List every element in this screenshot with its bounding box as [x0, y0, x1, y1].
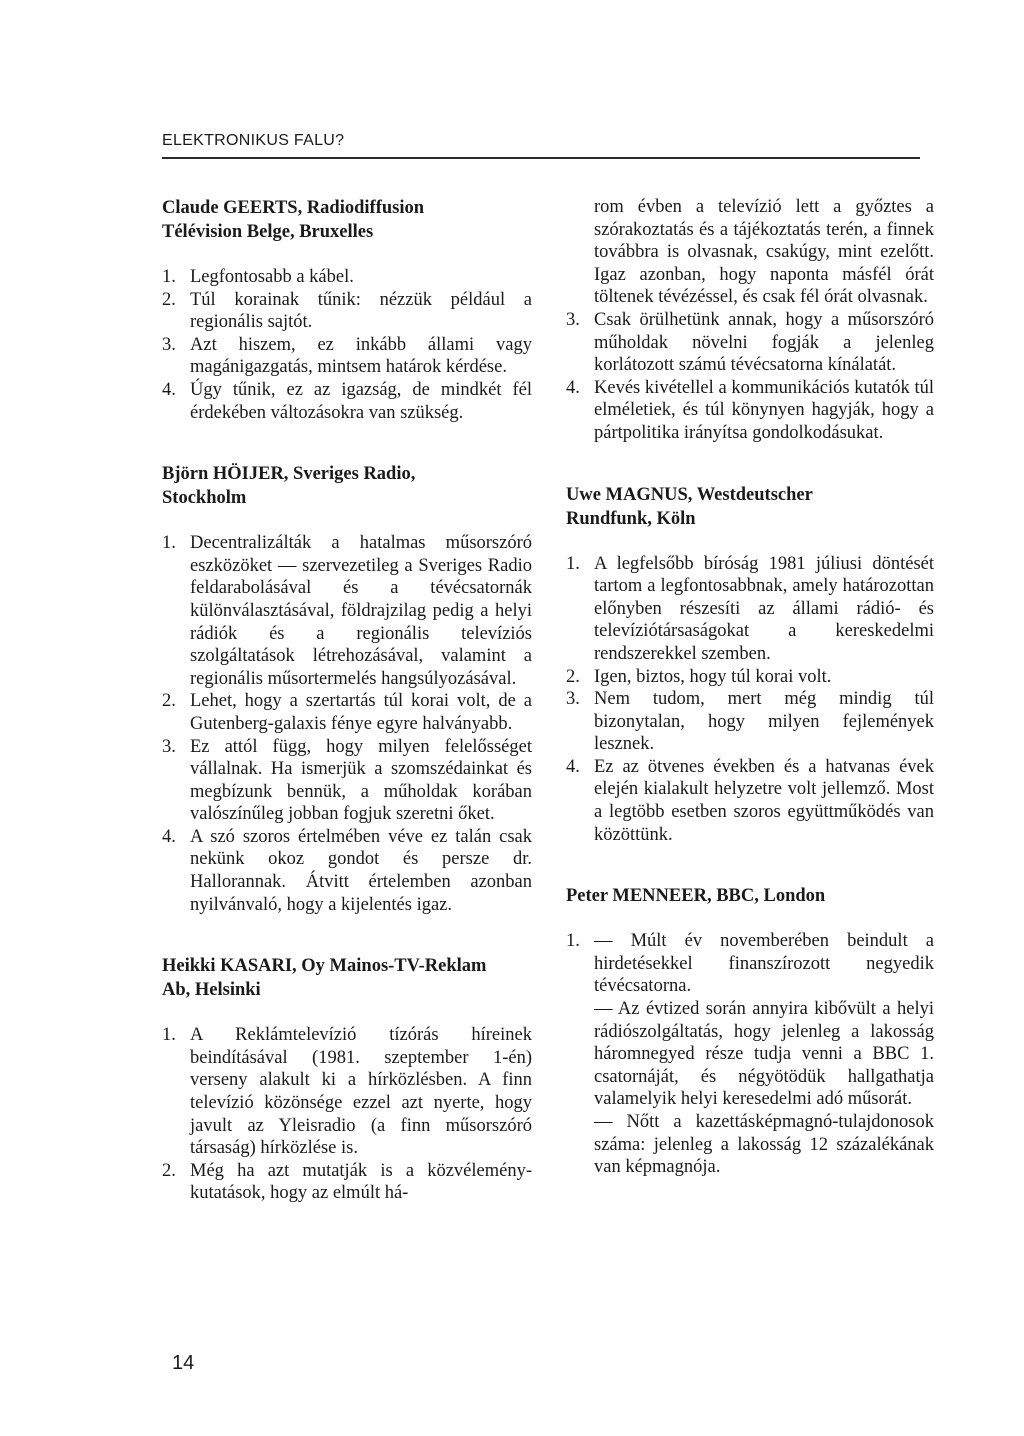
author-heading-hoijer: Björn HÖIJER, Sveriges Radio, Stockholm — [162, 464, 416, 509]
answer-item — [566, 688, 934, 756]
answer-text: Legfontosabb a kábel. — [190, 267, 354, 287]
answer-item — [162, 266, 532, 289]
answer-number: 1. — [162, 533, 176, 554]
answer-text: Igen, biztos, hogy túl korai volt. — [594, 666, 832, 687]
answer-item — [162, 736, 532, 826]
answer-number: 1. — [162, 267, 176, 287]
answer-item — [162, 334, 532, 379]
answer-item — [162, 1024, 532, 1160]
answer-text: Ez attól függ, hogy milyen felelősséget vállalnak. Ha ismerjük a szomszédainkat és megbízunk bennük, a műholdak korában valószínűleg jobban fogjuk szeretni őket. — [190, 736, 532, 825]
author-heading-magnus: Uwe MAGNUS, Westdeutscher Rundfunk, Köln — [566, 484, 813, 529]
answer-text: — Múlt év novemberében beindult a hirdetésekkel finanszírozott negyedik tévécsatorna. — [594, 931, 934, 997]
answer-text: Csak örülhetünk annak, hogy a műsorszóró műholdak növelni fogják a jelenleg korlátozott számú tévécsatorna kínálatát. — [594, 309, 934, 376]
answer-text: Lehet, hogy a szertartás túl korai volt, de a Gutenberg-galaxis fénye egyre halványabb. — [190, 691, 532, 734]
answer-number: 2. — [162, 691, 176, 712]
left-column — [162, 196, 532, 1205]
answer-item — [162, 289, 532, 334]
answer-text: Úgy tűnik, ez az igazság, de mindkét fél érdekében változásokra van szükség. — [190, 379, 532, 423]
answer-text: Túl korainak tűnik: nézzük például a regionális sajtót. — [190, 289, 532, 333]
answer-number: 1. — [162, 1025, 176, 1046]
answers-menneer — [566, 930, 934, 1179]
author-heading-geerts: Claude GEERTS, Radiodiffusion Télévision Belge, Bruxelles — [162, 198, 425, 242]
answers-magnus — [566, 553, 934, 847]
answer-text: A legfelsőbb bíróság 1981 júliusi döntését tartom a legfontosabbnak, amely határozottan előnyben részesíti az állami rádió- és televíziótársaságokat a kereskedelmi rendszerekkel szemben. — [594, 553, 934, 664]
header-rule — [162, 157, 920, 159]
answer-text: Azt hiszem, ez inkább állami vagy magánigazgatás, mintsem határok kérdése. — [190, 334, 532, 378]
right-column — [566, 196, 934, 1179]
answer-number: 2. — [162, 289, 176, 310]
answer-text: A Reklámtelevízió tízórás híreinek beindításával (1981. szeptember 1-én) verseny alakult ki a hírközlésben. A finn televízió közönsége ezzel azt nyerte, hogy javult az Yleisradio (a finn műsorszóró társaság) hírközlése is. — [190, 1025, 532, 1159]
answer-item — [162, 379, 532, 424]
answer-number: 3. — [162, 736, 176, 757]
running-title: ELEKTRONIKUS FALU? — [162, 132, 345, 149]
answer-item — [566, 930, 934, 998]
answer-paragraph: — Az évtized során annyira kibővült a helyi rádiószolgáltatás, hogy jelenleg a lakosság háromnegyed része tudja venni a BBC 1. csatornáját, és négyötödük hallgathatja valamelyik helyi keresedelmi adó műsorát. — [594, 999, 934, 1110]
answer-number: 1. — [566, 931, 580, 952]
answer-number: 4. — [566, 756, 580, 777]
answer-number: 4. — [566, 377, 580, 398]
answer-number: 1. — [566, 553, 580, 574]
answer-item — [566, 377, 934, 445]
answers-hoijer — [162, 532, 532, 916]
answer-number: 2. — [566, 666, 580, 687]
answer-text: Ez az ötvenes években és a hatvanas évek elején kialakult helyzetre volt jellemző. Most a legtöbb esetben szoros együttműködés van közöttünk. — [594, 756, 934, 845]
answer-item — [162, 1160, 532, 1205]
answers-geerts — [162, 266, 532, 424]
answer-item — [162, 532, 532, 690]
answer-number: 3. — [566, 309, 580, 330]
answer-text: Kevés kivétellel a kommunikációs kutatók túl elméletiek, és túl könynyen hagyják, hogy a pártpolitika irányítsa gondolkodásukat. — [594, 377, 934, 443]
answer-item — [162, 690, 532, 735]
answer-paragraph: — Nőtt a kazettásképmagnó-tulajdonosok száma: jelenleg a lakosság 12 százalékának van képmagnója. — [594, 1112, 934, 1178]
answer-number: 4. — [162, 379, 176, 400]
answer-number: 3. — [566, 689, 580, 710]
answers-kasari — [162, 1024, 532, 1205]
answer-text: A szó szoros értelmében véve ez talán csak nekünk okoz gondot és persze dr. Hallorannak. Átvitt értelemben azonban nyilvánvaló, hogy a kijelentés igaz. — [190, 826, 532, 915]
answer-item — [566, 756, 934, 846]
page-number: 14 — [172, 1352, 195, 1374]
author-heading-kasari: Heikki KASARI, Oy Mainos-TV-Reklam Ab, Helsinki — [162, 956, 487, 1001]
answer-item — [566, 309, 934, 377]
continued-text: rom évben a televízió lett a győztes a szórakoztatás és a tájékoztatás terén, a finnek továbbra is olvasnak, csakúgy, mint ezelőtt. Igaz azonban, hogy naponta másfél órát töltenek tévézéssel, és csak fél órát olvasnak. — [594, 197, 934, 308]
answer-item — [162, 826, 532, 916]
answer-item — [566, 666, 934, 689]
answer-number: 3. — [162, 334, 176, 355]
answer-text: Nem tudom, mert még mindig túl bizonytalan, hogy milyen fejlemények lesznek. — [594, 689, 934, 755]
author-heading-menneer: Peter MENNEER, BBC, London — [566, 886, 826, 907]
answer-text: Még ha azt mutatják is a közvélemény-kutatások, hogy az elmúlt há- — [190, 1160, 532, 1204]
answer-number: 4. — [162, 826, 176, 847]
answer-text: Decentralizálták a hatalmas műsorszóró eszközöket — szervezetileg a Sveriges Radio feldarabolásával és a tévécsatornák különválasztásával, földrajzilag pedig a helyi rádiók és a regionális televíziós szolgáltatások létrehozásával, valamint a regionális műsortermelés hangsúlyozásával. — [190, 533, 532, 689]
answer-number: 2. — [162, 1160, 176, 1181]
answers-kasari-continued — [566, 309, 934, 445]
answer-item — [566, 553, 934, 666]
